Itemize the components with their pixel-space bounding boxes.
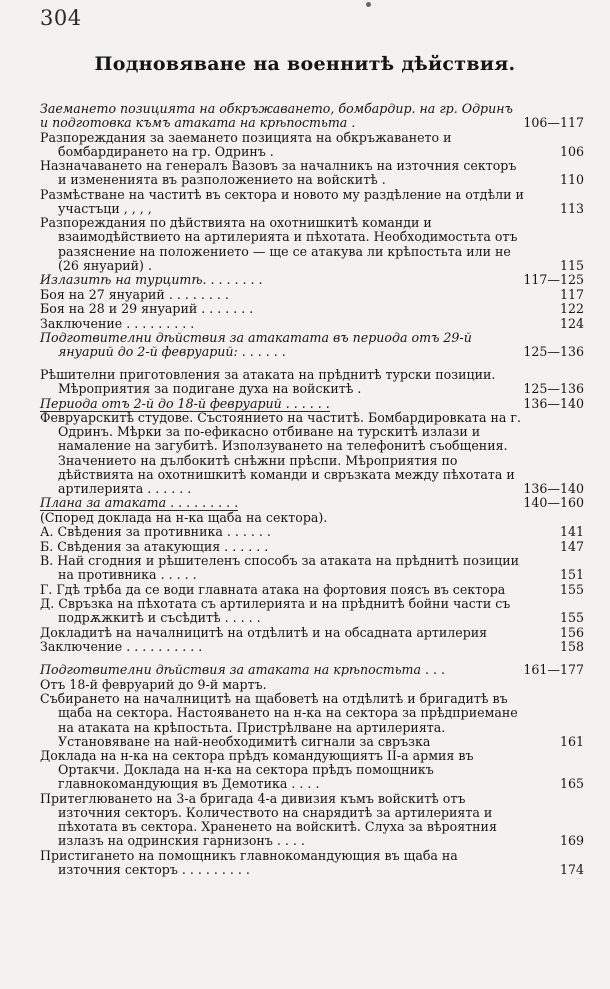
toc-entry-pages: 151 — [559, 567, 584, 583]
toc-entry-text: А. Свѣдения за противника . . . . . . — [40, 524, 271, 540]
toc-entry — [40, 317, 584, 331]
toc-entry — [40, 511, 584, 525]
toc-entry-pages: 117—125 — [523, 272, 584, 288]
toc-entry — [40, 368, 584, 396]
toc-entry — [40, 583, 584, 597]
toc-entry — [40, 692, 584, 748]
toc-entry-text — [40, 496, 524, 510]
toc-entry — [40, 525, 584, 539]
toc-entry-text: Боя на 28 и 29 януарий . . . . . . . — [40, 301, 254, 317]
toc-entry-pages: 158 — [559, 639, 584, 655]
toc-entry-text: Подготвителни дѣйствия за атаката на крѣпостьта . . . — [40, 662, 446, 678]
toc-entry-text: Боя на 27 януарий . . . . . . . . — [40, 286, 229, 302]
toc-entry — [40, 131, 584, 159]
toc-entry — [40, 626, 584, 640]
toc-entry-text: Притеглюването на 3-а бригада 4-а дивизия къмъ войскитѣ отъ източния секторъ. Количеството на снарядитѣ за артилерията и пѣхотата въ сектора. Храненето на войскитѣ. Слуха за вѣроятния излазъ на одринския гарнизонъ . . . . — [40, 790, 497, 849]
toc-entry — [40, 273, 584, 287]
toc-entry-pages: 155 — [559, 581, 584, 597]
toc-entry-pages: 106 — [559, 143, 584, 159]
toc-entry-text: Отъ 18-й февруарий до 9-й мартъ. — [40, 676, 267, 692]
toc-entry — [40, 663, 584, 677]
table-of-contents — [40, 93, 584, 877]
page-number: 304 — [40, 6, 82, 30]
toc-entry-text: Г. Гдѣ трѣба да се води главната атака на фортовия поясъ въ сектора — [40, 581, 506, 597]
toc-entry — [40, 792, 584, 848]
toc-entry-pages: 124 — [559, 315, 584, 331]
toc-entry-pages: 140—160 — [523, 495, 584, 511]
toc-entry-pages: 115 — [559, 257, 584, 273]
toc-entry — [40, 397, 584, 411]
toc-entry-heading: Периода отъ 2-й до 18-й февруарий . . . . . . — [40, 395, 330, 411]
toc-entry — [40, 216, 584, 272]
toc-entry-text: Рѣшителни приготовления за атаката на прѣднитѣ турски позиции. Мѣроприятия за подигане духа на войскитѣ . — [40, 367, 496, 397]
toc-entry-text: Заключение . . . . . . . . . — [40, 315, 195, 331]
toc-entry-pages: 161 — [559, 733, 584, 749]
toc-entry — [40, 849, 584, 877]
toc-entry-pages: 165 — [559, 776, 584, 792]
toc-entry-text: Назначаването на генералъ Вазовъ за началникъ на източния секторъ и измененията въ разположението на войскитѣ . — [40, 158, 517, 188]
toc-entry — [40, 288, 584, 302]
toc-entry-text: Размѣстване на частитѣ въ сектора и новото му раздѣление на отдѣли и участъци , , , , — [40, 186, 524, 216]
ink-dot — [366, 2, 371, 7]
toc-entry-text: Докладитѣ на началницитѣ на отдѣлитѣ и на обсадната артилерия — [40, 624, 488, 640]
toc-entry-heading: Плана за атаката . . . . . . . . . — [40, 495, 239, 511]
toc-entry — [40, 188, 584, 216]
toc-entry — [40, 597, 584, 625]
toc-entry — [40, 159, 584, 187]
toc-entry — [40, 411, 584, 496]
toc-entry-text: Февруарскитѣ студове. Състоянието на частитѣ. Бомбардировката на г. Одринъ. Мѣрки за по-ефикасно отбиване на турскитѣ излази и намаление на загубитѣ. Използуването на телефонитѣ съобщения. Значението на дълбокитѣ снѣжни прѣспи. Мѣроприятия по дѣйствията на охотнишкитѣ команди и свръзката между пѣхотата и артилерията . . . . . . — [40, 410, 521, 496]
toc-entry — [40, 678, 584, 692]
toc-entry-text: Пристигането на помощникъ главнокомандующия въ щаба на източния секторъ . . . . . . . . . — [40, 847, 458, 877]
toc-entry-text: Доклада на н-ка на сектора прѣдъ командующиятъ II-а армия въ Ортакчи. Доклада на н-ка на сектора прѣдъ помощникъ главнокомандующия въ Демотика . . . . — [40, 748, 474, 792]
toc-entry — [40, 331, 584, 359]
toc-entry-pages: 125—136 — [523, 381, 584, 397]
toc-entry-pages: 110 — [559, 172, 584, 188]
toc-entry-text: Събирането на началницитѣ на щабоветѣ на отдѣлитѣ и бригадитѣ въ щаба на сектора. Настояването на н-ка на сектора за прѣдприемане на атаката на крѣпостьта. Пристрѣлване на артилерията. Установяване на най-необходимитѣ сигнали за свръзка — [40, 691, 518, 749]
toc-entry-pages: 106—117 — [523, 115, 584, 131]
toc-entry-pages: 125—136 — [523, 344, 584, 360]
toc-entry-pages: 136—140 — [523, 480, 584, 496]
toc-entry-text — [40, 397, 524, 411]
toc-entry — [40, 540, 584, 554]
toc-entry-text: Д. Свръзка на пѣхотата съ артилерията и на прѣднитѣ бойни части съ подрѫжкитѣ и съсѣдитѣ . . . . . — [40, 596, 511, 626]
toc-entry-pages: 147 — [559, 538, 584, 554]
toc-entry-pages: 174 — [559, 861, 584, 877]
page-title: Подновяване на военнитѣ дѣйствия. — [94, 53, 516, 75]
toc-entry-text: Заключение . . . . . . . . . . — [40, 639, 203, 655]
toc-entry-text: Заемането позицията на обкръжаването, бомбардир. на гр. Одринъ и подготовка къмъ атаката на крѣпостьта . — [40, 101, 513, 131]
toc-entry-text: Излазитѣ на турцитѣ. . . . . . . . — [40, 272, 263, 288]
toc-entry-pages: 155 — [559, 610, 584, 626]
toc-entry-pages: 136—140 — [523, 395, 584, 411]
toc-entry-text: Подготвителни дѣйствия за атакатата въ периода отъ 29-й януарий до 2-й февруарий: . . . . . . — [40, 330, 472, 360]
toc-entry-text: Разпореждания по дѣйствията на охотнишкитѣ команди и взаимодѣйствието на артилерията и пѣхотата. Необходимостьта отъ разяснение на положението — ще се атакува ли крѣпостьта или не (26 януарий) . — [40, 215, 518, 273]
toc-entry-pages: 161—177 — [523, 662, 584, 678]
toc-entry-pages: 117 — [559, 286, 584, 302]
toc-entry — [40, 749, 584, 791]
toc-entry-text: (Според доклада на н-ка щаба на сектора). — [40, 509, 328, 525]
toc-entry-text: В. Най сгодния и рѣшителенъ способъ за атаката на прѣднитѣ позиции на противника . . . . . — [40, 553, 519, 583]
toc-entry-pages: 113 — [559, 200, 584, 216]
toc-entry-pages: 141 — [559, 524, 584, 540]
toc-entry-pages: 122 — [559, 301, 584, 317]
toc-entry-pages: 169 — [559, 833, 584, 849]
toc-entry-text: Б. Свѣдения за атакующия . . . . . . — [40, 538, 269, 554]
toc-entry — [40, 302, 584, 316]
toc-entry — [40, 102, 584, 130]
toc-entry — [40, 554, 584, 582]
toc-entry — [40, 496, 584, 510]
toc-entry — [40, 640, 584, 654]
toc-entry-pages: 156 — [559, 624, 584, 640]
toc-entry-text: Разпореждания за заемането позицията на обкръжаването и бомбардирането на гр. Одринъ . — [40, 129, 452, 159]
